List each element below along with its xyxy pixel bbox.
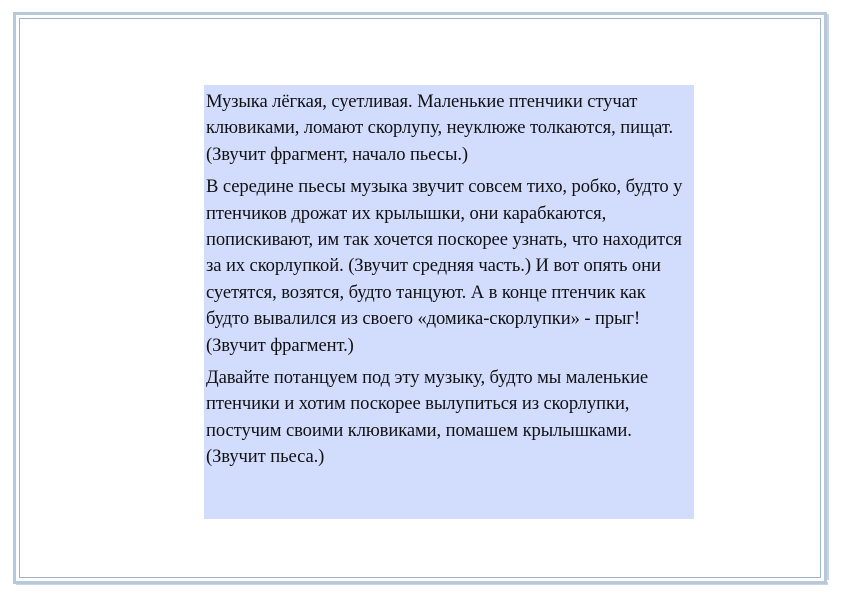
text-box [204, 85, 694, 519]
paragraph-middle: В середине пьесы музыка звучит совсем тихо, робко, будто у птенчиков дрожат их крылышки, они карабкаются, попискивают, им так хочется поскорее узнать, что находится за их скорлупкой. (Звучит средняя часть.) И вот опять они суетятся, возятся, будто танцуют. А в конце птенчик как будто вывалился из своего «домика-скорлупки» - прыг! (Звучит фрагмент.) [206, 176, 683, 356]
paragraph-intro: Музыка лёгкая, суетливая. Маленькие птенчики стучат клювиками, ломают скорлупу, неуклюже толкаются, пищат. (Звучит фрагмент, начало пьесы.) [206, 91, 673, 165]
paragraph-dance: Давайте потанцуем под эту музыку, будто мы маленькие птенчики и хотим поскорее вылупиться из скорлупки, постучим своими клювиками, помашем крылышками. (Звучит пьеса.) [206, 367, 649, 468]
